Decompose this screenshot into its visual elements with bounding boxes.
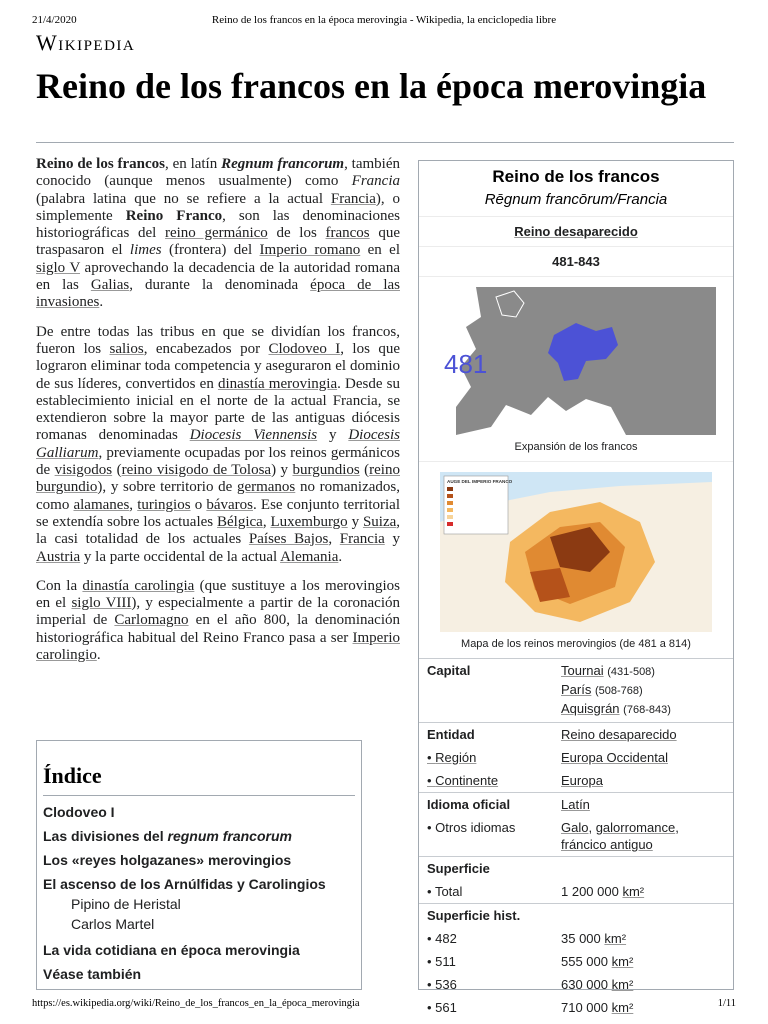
value-area <box>553 973 733 996</box>
label-superficie-hist: Superficie hist. <box>419 904 733 928</box>
toc-item-reyes-holgazanes[interactable]: Los «reyes holgazanes» merovingios <box>43 852 292 868</box>
link-tournai[interactable]: Tournai <box>561 663 604 678</box>
map1-year-label: 481 <box>444 349 488 379</box>
toc-item-vease-tambien[interactable]: Véase también <box>43 966 142 982</box>
years: (508-768) <box>594 685 643 697</box>
toc-list <box>43 804 361 982</box>
year: • 536 <box>427 977 457 992</box>
row-total <box>419 880 733 904</box>
value-area <box>553 950 733 973</box>
link-km2[interactable]: km² <box>611 977 634 992</box>
label-idioma: Idioma oficial <box>419 793 553 817</box>
continente-label[interactable]: • Continente <box>427 773 498 788</box>
label-otros-idiomas <box>419 816 553 857</box>
link-francia[interactable]: Francia <box>330 190 376 207</box>
infobox-map1-block <box>419 276 733 453</box>
print-date: 21/4/2020 <box>32 14 77 26</box>
merovingian-kingdoms-map[interactable] <box>440 472 712 632</box>
term: Reino de los francos <box>36 156 165 172</box>
text: (que sustituye a los merovingios en el <box>36 577 400 612</box>
link-dinastia-carolingia[interactable]: dinastía carolingia <box>82 577 195 594</box>
label-superficie: Superficie <box>419 857 733 881</box>
link-paris[interactable]: París <box>561 682 592 697</box>
link-luxemburgo[interactable]: Luxemburgo <box>270 513 348 530</box>
year: • 561 <box>427 1000 457 1015</box>
row-entidad <box>419 723 733 747</box>
link-burgundios[interactable]: burgundios <box>292 462 360 479</box>
text: , previamente ocupadas por los reinos germánicos de <box>36 444 400 479</box>
text: . <box>338 548 343 565</box>
link-km2[interactable]: km² <box>611 1000 634 1015</box>
link-francia-2[interactable]: Francia <box>339 531 385 548</box>
article-body <box>36 156 400 676</box>
link-germanos[interactable]: germanos <box>236 479 296 496</box>
text: , la casi totalidad de los actuales <box>36 513 401 548</box>
text: y <box>317 427 349 444</box>
region-label[interactable]: • Región <box>427 750 476 765</box>
link-turingios[interactable]: turingios <box>137 496 191 513</box>
text: Con la <box>36 577 83 594</box>
area: 35 000 <box>561 931 601 946</box>
link-galorromance[interactable]: galorromance <box>595 820 676 835</box>
link-siglo-v[interactable]: siglo V <box>36 259 81 276</box>
text: , <box>129 496 138 513</box>
infobox-header <box>419 161 733 208</box>
row-region <box>419 746 733 769</box>
area: 555 000 <box>561 954 608 969</box>
term: Diocesis Galliarum <box>36 427 400 461</box>
table-of-contents <box>36 740 362 990</box>
value-capital <box>553 659 733 723</box>
title-divider <box>36 142 734 143</box>
text: ( <box>112 462 122 479</box>
text: , también conocido (aunque menos usualmente) como <box>36 156 400 190</box>
link-alamanes[interactable]: alamanes <box>73 496 130 513</box>
text: ), y sobre territorio de <box>97 479 237 496</box>
link-galo[interactable]: Galo <box>561 820 589 835</box>
text: , en latín <box>165 156 222 172</box>
infobox-data-table <box>419 658 733 1019</box>
text: . Ese conjunto territorial se extendía sobre los actuales <box>36 496 401 530</box>
link-clodoveo[interactable]: Clodoveo I <box>268 340 341 357</box>
text: ( <box>359 462 370 479</box>
text: o <box>190 496 207 513</box>
value-continente[interactable]: Europa <box>561 773 603 788</box>
years: (431-508) <box>607 666 655 678</box>
print-url: https://es.wikipedia.org/wiki/Reino_de_los_francos_en_la_época_merovingia <box>32 998 360 1009</box>
text: De entre todas las tribus en que se dividían los francos, fueron los <box>36 323 400 357</box>
label-total <box>419 880 553 904</box>
row-continente <box>419 769 733 793</box>
text: y <box>347 513 363 530</box>
wikipedia-logo[interactable]: Wikipedia <box>36 30 136 55</box>
link-paises-bajos[interactable]: Países Bajos <box>248 531 329 548</box>
link-francos[interactable]: francos <box>325 225 370 242</box>
link-reino-germanico[interactable]: reino germánico <box>164 225 268 242</box>
link-salios[interactable]: salios <box>109 340 144 357</box>
link-aquisgran[interactable]: Aquisgrán <box>561 701 620 716</box>
text: (palabra latina que no se refiere a la actual <box>36 190 331 207</box>
toc-item-carlos-martel[interactable]: Carlos Martel <box>71 916 155 932</box>
years: (768-843) <box>623 704 671 716</box>
link-belgica[interactable]: Bélgica <box>217 513 263 530</box>
row-capital <box>419 659 733 723</box>
text: , son las denominaciones historiográficas del <box>36 207 400 242</box>
row-hist-511 <box>419 950 733 973</box>
value-region[interactable]: Europa Occidental <box>561 750 668 765</box>
infobox-map2-block <box>419 461 733 650</box>
paragraph-intro <box>36 156 400 312</box>
link-km2[interactable]: km² <box>611 954 634 969</box>
text: no romanizados, como <box>36 479 401 513</box>
area: 710 000 <box>561 1000 608 1015</box>
link-diocesis-viennensis[interactable] <box>190 427 317 443</box>
value-area <box>553 927 733 950</box>
link-bavaros[interactable]: bávaros <box>206 496 254 513</box>
page-title: Reino de los francos en la época merovingia <box>36 66 707 106</box>
term: Reino Franco <box>125 207 223 224</box>
print-header <box>32 14 736 28</box>
text: que traspasaron el <box>36 225 400 259</box>
text: y la parte occidental de la actual <box>80 548 281 565</box>
link-siglo-viii[interactable]: siglo VIII <box>71 595 132 612</box>
total-label: • Total <box>427 884 462 899</box>
infobox-period: 481-843 <box>419 246 733 276</box>
legend-swatch <box>447 508 453 512</box>
sep: , <box>588 820 596 835</box>
map2-legend <box>444 476 508 534</box>
label-year <box>419 950 553 973</box>
value-entidad[interactable]: Reino desaparecido <box>553 723 733 747</box>
map2-caption: Mapa de los reinos merovingios (de 481 a 814) <box>461 638 691 650</box>
infobox-title: Reino de los francos <box>492 167 660 186</box>
link-epoca-invasiones[interactable]: época de las invasiones <box>36 277 400 311</box>
toc-item-clodoveo[interactable]: Clodoveo I <box>43 804 115 820</box>
term: limes <box>129 242 162 259</box>
toc-item-pipino[interactable]: Pipino de Heristal <box>71 896 181 912</box>
label-year <box>419 973 553 996</box>
label-entidad: Entidad <box>419 723 553 747</box>
print-doc-title: Reino de los francos en la época merovingia - Wikipedia, la enciclopedia libre <box>211 14 557 26</box>
link-visigodos[interactable]: visigodos <box>54 462 113 479</box>
row-otros-idiomas <box>419 816 733 857</box>
text: , <box>262 513 271 530</box>
year: • 511 <box>427 954 456 969</box>
year: • 482 <box>427 931 457 946</box>
infobox-type-row <box>419 216 733 246</box>
link-carlomagno[interactable]: Carlomagno <box>114 612 189 629</box>
text: , <box>328 531 340 548</box>
text: en el año 800, la denominación historiográfica habitual del Reino Franco pasa a ser <box>36 612 400 646</box>
value-idioma[interactable]: Latín <box>553 793 733 817</box>
text: , durante la denominada <box>129 277 311 294</box>
link-francico[interactable]: fráncico antiguo <box>561 837 653 852</box>
link-imperio-romano[interactable]: Imperio romano <box>259 242 361 259</box>
text: ) y <box>271 462 293 479</box>
legend-swatch <box>447 515 453 519</box>
toc-item-vida-cotidiana[interactable]: La vida cotidiana en época merovingia <box>43 942 300 958</box>
link-dinastia-merovingia[interactable]: dinastía merovingia <box>217 375 338 392</box>
text: ), y especialmente a partir de la coronación imperial de <box>36 595 400 629</box>
expansion-map[interactable] <box>436 287 716 435</box>
text: (frontera) del <box>161 242 260 259</box>
label-capital: Capital <box>419 659 553 723</box>
term: Diocesis Viennensis <box>189 427 318 444</box>
toc-title: Índice <box>43 763 355 796</box>
link-alemania[interactable]: Alemania <box>280 548 339 565</box>
text: ), o simplemente <box>36 190 400 224</box>
toc-item-text: Las divisiones del <box>43 828 168 844</box>
page-counter: 1/11 <box>717 998 736 1009</box>
text: de los <box>267 225 326 242</box>
text: aprovechando la decadencia de la autoridad romana en las <box>36 259 401 294</box>
text: . <box>96 647 101 664</box>
link-imperio-carolingio[interactable]: Imperio carolingio <box>36 629 400 664</box>
area: 630 000 <box>561 977 608 992</box>
text: , encabezados por <box>143 340 269 357</box>
row-superficie-hist <box>419 904 733 928</box>
link-austria[interactable]: Austria <box>36 548 81 565</box>
row-hist-482 <box>419 927 733 950</box>
row-hist-536 <box>419 973 733 996</box>
text: . Desde su establecimiento inicial en el norte de la actual Francia, se extendieron sobre la mayor parte de las antiguas diócesis romanas denominadas <box>36 375 400 444</box>
row-idioma <box>419 793 733 817</box>
infobox-subtitle: Rēgnum francōrum/Francia <box>484 191 668 208</box>
row-superficie <box>419 857 733 881</box>
label-year <box>419 927 553 950</box>
link-suiza[interactable]: Suiza <box>362 513 397 530</box>
text: , los que lograron eliminar toda competencia y aseguraron el dominio de sus líderes, convertidos en <box>36 340 401 392</box>
legend-swatch <box>447 494 453 498</box>
legend-swatch <box>447 487 453 491</box>
toc-item-ascenso[interactable]: El ascenso de los Arnúlfidas y Carolingios <box>43 876 326 892</box>
link-galias[interactable]: Galias <box>90 277 130 294</box>
text: . <box>99 294 104 311</box>
infobox-type[interactable]: Reino desaparecido <box>514 224 638 239</box>
link-reino-visigodo[interactable]: reino visigodo de Tolosa <box>121 462 272 479</box>
value-total <box>553 880 733 904</box>
paragraph-carolingia <box>36 578 400 664</box>
toc-item-term: regnum francorum <box>167 828 292 844</box>
toc-item-divisiones[interactable] <box>43 828 361 844</box>
paragraph-expansion <box>36 324 400 566</box>
legend-swatch <box>447 522 453 526</box>
text: y <box>384 531 401 548</box>
otros-label: • Otros idiomas <box>427 820 515 835</box>
print-footer <box>32 998 736 1012</box>
link-km2[interactable]: km² <box>622 884 645 899</box>
label-region <box>419 746 553 769</box>
link-reino-burgundio[interactable]: reino burgundio <box>36 462 400 496</box>
term: Francia <box>351 173 400 190</box>
link-km2[interactable]: km² <box>604 931 627 946</box>
map1-caption: Expansión de los francos <box>514 441 638 453</box>
term: Regnum francorum <box>221 156 345 172</box>
label-continente <box>419 769 553 793</box>
total-area: 1 200 000 <box>561 884 619 899</box>
text: en el <box>360 242 400 259</box>
value-otros-idiomas: Galo, galorromance, fráncico antiguo <box>561 820 679 852</box>
map2-legend-title: AUGE DEL IMPERIO FRANCO <box>447 479 513 484</box>
legend-swatch <box>447 501 453 505</box>
